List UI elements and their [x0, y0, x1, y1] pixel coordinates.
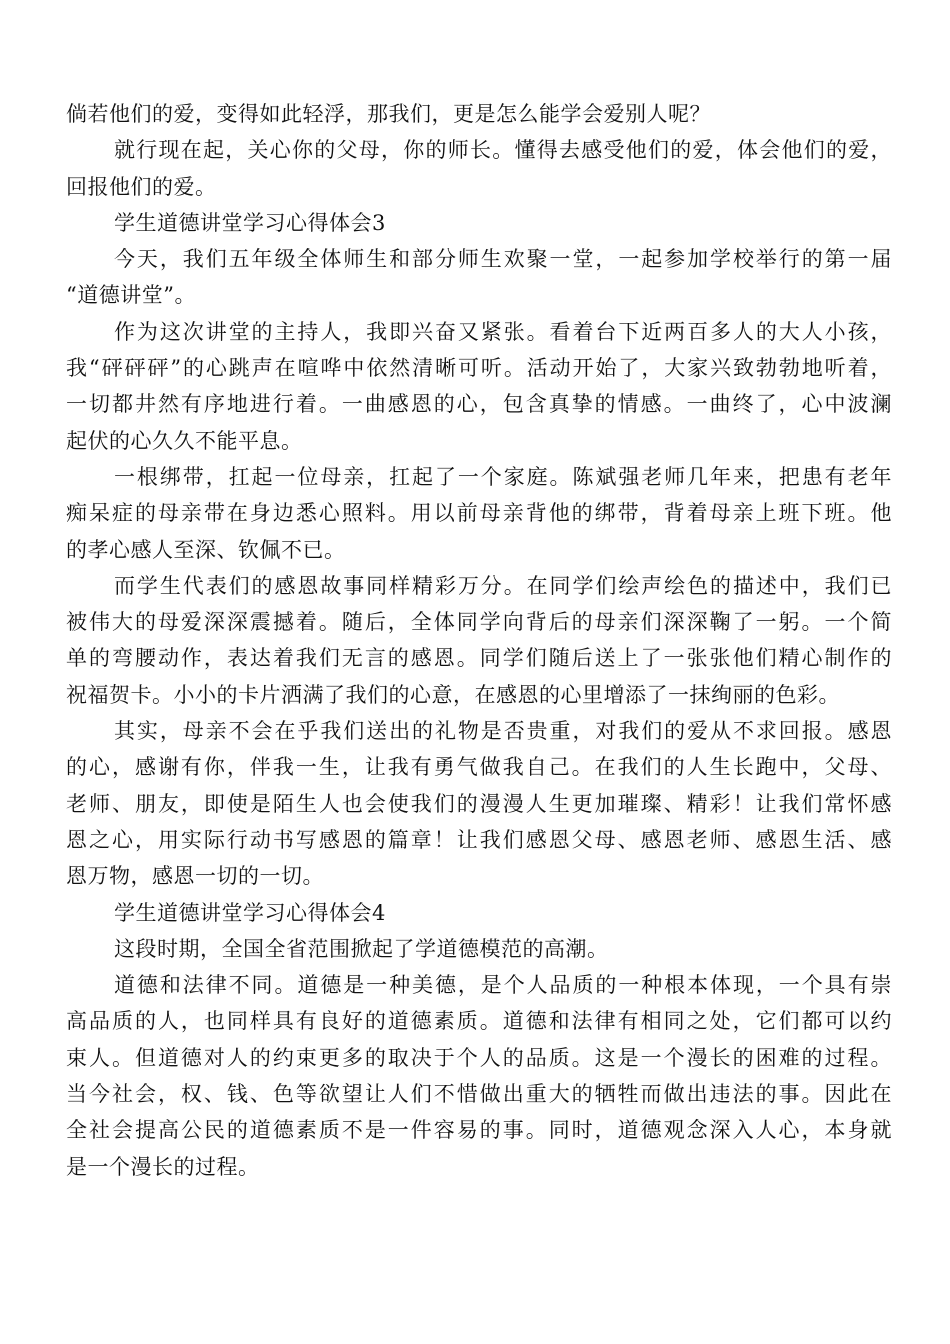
text-line: 当今社会，权、钱、色等欲望让人们不惜做出重大的牺牲而做出违法的事。因此在	[66, 1082, 892, 1107]
text-line: 起伏的心久久不能平息。	[66, 428, 303, 453]
text-line: 恩万物，感恩一切的一切。	[66, 864, 324, 889]
text-line: 这段时期，全国全省范围掀起了学道德模范的高潮。	[114, 936, 609, 961]
text-line: 是一个漫长的过程。	[66, 1154, 260, 1179]
paragraph	[66, 459, 892, 568]
text-line: “道德讲堂”。	[66, 283, 196, 308]
paragraph	[66, 713, 892, 894]
text-line: 高品质的人，也同样具有良好的道德素质。道德和法律有相同之处，它们都可以约	[66, 1009, 892, 1034]
paragraph	[66, 314, 892, 459]
text-line: 恩之心，用实际行动书写感恩的篇章！让我们感恩父母、感恩老师、感恩生活、感	[66, 827, 892, 852]
text-line: 全社会提高公民的道德素质不是一件容易的事。同时，道德观念深入人心，本身就	[66, 1118, 892, 1143]
text-line: 而学生代表们的感恩故事同样精彩万分。在同学们绘声绘色的描述中，我们已	[114, 573, 892, 598]
text-line: 一切都井然有序地进行着。一曲感恩的心，包含真挚的情感。一曲终了，心中波澜	[66, 392, 892, 417]
paragraph	[66, 241, 892, 314]
text-line: 的孝心感人至深、钦佩不已。	[66, 537, 346, 562]
text-line: 作为这次讲堂的主持人，我即兴奋又紧张。看着台下近两百多人的大人小孩，	[114, 319, 892, 344]
text-line: 一根绑带，扛起一位母亲，扛起了一个家庭。陈斌强老师几年来，把患有老年	[114, 464, 892, 489]
text-line: 道德和法律不同。道德是一种美德，是个人品质的一种根本体现，一个具有崇	[114, 973, 892, 998]
paragraph	[66, 132, 892, 205]
section-heading: 学生道德讲堂学习心得体会3	[114, 210, 386, 235]
text-line: 束人。但道德对人的约束更多的取决于个人的品质。这是一个漫长的困难的过程。	[66, 1045, 892, 1070]
paragraph	[66, 931, 892, 967]
paragraph	[66, 967, 892, 1185]
text-line: 祝福贺卡。小小的卡片洒满了我们的心意，在感恩的心里增添了一抹绚丽的色彩。	[66, 682, 840, 707]
document-body	[66, 96, 892, 1185]
text-line: 单的弯腰动作，表达着我们无言的感恩。同学们随后送上了一张张他们精心制作的	[66, 646, 892, 671]
text-line: 倘若他们的爱，变得如此轻浮，那我们，更是怎么能学会爱别人呢？	[66, 102, 711, 126]
text-line: 今天，我们五年级全体师生和部分师生欢聚一堂，一起参加学校举行的第一届	[114, 247, 892, 272]
text-line: 就行现在起，关心你的父母，你的师长。懂得去感受他们的爱，体会他们的爱，	[114, 138, 892, 163]
text-line: 的心，感谢有你，伴我一生，让我有勇气做我自己。在我们的人生长跑中，父母、	[66, 755, 892, 780]
paragraph	[66, 96, 892, 132]
text-line: 老师、朋友，即使是陌生人也会使我们的漫漫人生更加璀璨、精彩！让我们常怀感	[66, 791, 892, 816]
text-line: 被伟大的母爱深深震撼着。随后，全体同学向背后的母亲们深深鞠了一躬。一个简	[66, 610, 892, 635]
text-line: 痴呆症的母亲带在身边悉心照料。用以前母亲背他的绑带，背着母亲上班下班。他	[66, 501, 892, 526]
text-line: 我“砰砰砰”的心跳声在喧哗中依然清晰可听。活动开始了，大家兴致勃勃地听着，	[66, 356, 892, 381]
section-heading: 学生道德讲堂学习心得体会4	[114, 900, 386, 925]
paragraph	[66, 568, 892, 713]
text-line: 其实，母亲不会在乎我们送出的礼物是否贵重，对我们的爱从不求回报。感恩	[114, 719, 892, 744]
text-line: 回报他们的爱。	[66, 174, 217, 199]
